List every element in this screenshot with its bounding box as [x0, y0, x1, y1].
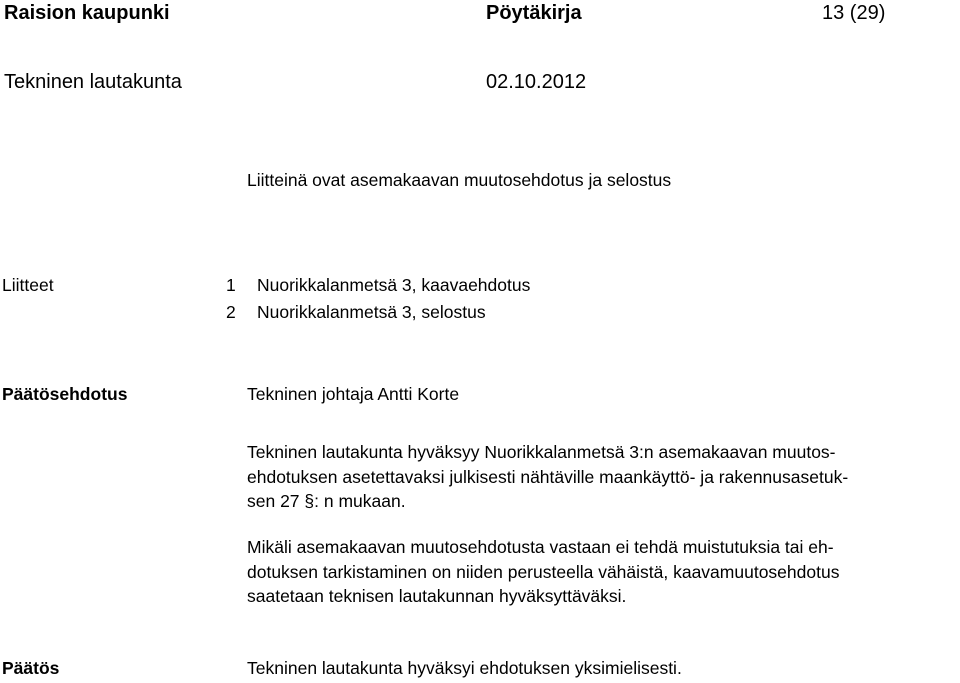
attachments-intro: Liitteinä ovat asemakaavan muutosehdotus ja selostus: [247, 170, 672, 190]
paragraph-line: saatetaan teknisen lautakunnan hyväksyttäväksi.: [247, 586, 627, 606]
attachment-title: Nuorikkalanmetsä 3, selostus: [257, 302, 486, 322]
proposal-label: Päätösehdotus: [2, 384, 128, 404]
attachment-title: Nuorikkalanmetsä 3, kaavaehdotus: [257, 275, 531, 295]
decision-text: Tekninen lautakunta hyväksyi ehdotuksen yksimielisesti.: [247, 658, 682, 678]
decision-label: Päätös: [2, 658, 60, 678]
paragraph-line: Tekninen lautakunta hyväksyy Nuorikkalanmetsä 3:n asemakaavan muutos-: [247, 442, 836, 462]
paragraph-line: Mikäli asemakaavan muutosehdotusta vastaan ei tehdä muistutuksia tai eh-: [247, 537, 834, 557]
attachment-number: 2: [226, 302, 236, 322]
meeting-date: 02.10.2012: [486, 71, 587, 93]
document-type: Pöytäkirja: [486, 2, 582, 24]
proposal-presenter: Tekninen johtaja Antti Korte: [247, 384, 460, 404]
attachments-label: Liitteet: [2, 275, 54, 295]
paragraph-line: ehdotuksen asetettavaksi julkisesti nähtäville maankäyttö- ja rakennusasetuk-: [247, 466, 849, 487]
attachment-number: 1: [226, 275, 236, 295]
proposal-paragraph: [247, 440, 952, 514]
paragraph-line: dotuksen tarkistaminen on niiden perusteella vähäistä, kaavamuutosehdotus: [247, 561, 840, 582]
paragraph-line: sen 27 §: n mukaan.: [247, 491, 406, 511]
committee-name: Tekninen lautakunta: [4, 71, 182, 93]
proposal-condition-paragraph: [247, 535, 952, 609]
page-number: 13 (29): [822, 2, 886, 24]
organization-name: Raision kaupunki: [4, 2, 170, 24]
